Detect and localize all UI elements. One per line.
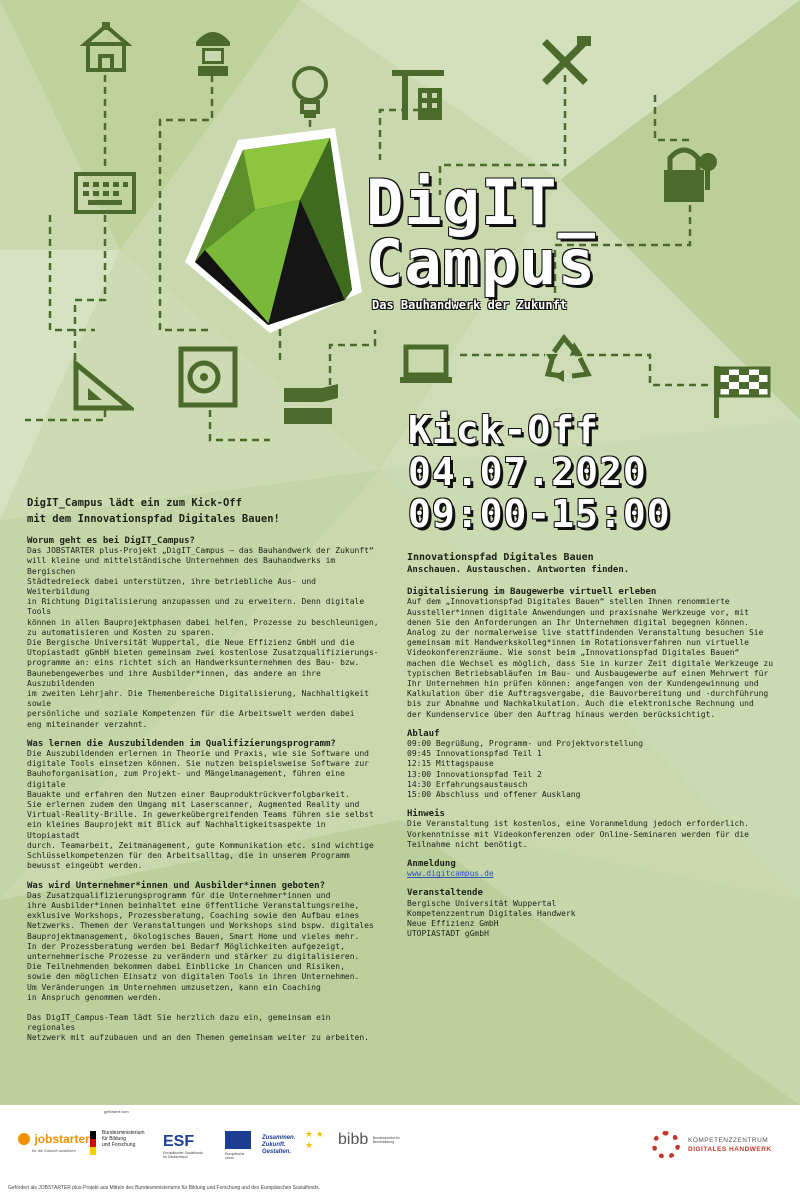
lightbulb-icon xyxy=(288,64,332,120)
virtual-text: Auf dem „Innovationspfad Digitales Bauen“ stellen Ihnen renommierte Aussteller*innen digitale Anwendungen und praxisnahe Werkzeuge vor, mit denen Sie den Anforderungen an Ihr Unternehmen digital begegnen können. Analog zu der normalerweise live stattfindenden Veranstaltung besuchen Sie gemeinsam mit Handwerkskolleg*innen im Rotationsverfahren nun virtuelle Videokonferenzräume. Wie sonst beim „Innovationspfad Digitales Bauen“ machen die Wechsel es möglich, dass Sie in kurzer Zeit digitale Werkzeuge zu typischen Betriebsabläufen im Bau- und Ausbaugewerbe auf einen Mehrwert für Ihr Unternehmen hin prüfen können: angefangen von der Kundengewinnung und Kalkulation über die Auftragsvergabe, die Bauvorbereitung und -durchführung bis zur Abnahme und Nachkalkulation. Auch die elektronische Rechnung und der Kundenservice über den Auftrag hinaus werden berücksichtigt. xyxy=(407,597,774,719)
checkered-flag-icon xyxy=(710,362,772,420)
school-icon xyxy=(80,22,132,76)
q3-heading: Was wird Unternehmer*innen und Ausbilder*innen geboten? xyxy=(27,880,326,891)
worker-icon xyxy=(188,22,238,76)
schedule-list: 09:00 Begrüßung, Programm- und Projektvorstellung 09:45 Innovationspfad Teil 1 12:15 Mittagspause 13:00 Innovationspfad Teil 2 14:30 Erfahrungsaustausch 15:00 Abschluss und offener Ausklang xyxy=(407,739,644,800)
virtual-heading: Digitalisierung im Baugewerbe virtuell erleben xyxy=(407,587,657,598)
laptop-icon xyxy=(398,344,454,386)
closing-text: Das DigIT_Campus-Team lädt Sie herzlich dazu ein, gemeinsam ein regionales Netzwerk mit aufzubauen und an den Themen gemeinsam weiter zu arbeiten. xyxy=(27,1012,369,1043)
veranstaltende-heading: Veranstaltende xyxy=(407,888,483,899)
subtitle: Das Bauhandwerk der Zukunft xyxy=(372,298,568,312)
q3-text: Das Zusatzqualifizierungsprogramm für die Unternehmer*innen und ihre Ausbilder*innen beinhaltet eine öffentliche Veranstaltungsreihe, exklusive Workshops, Prozessberatung, Coaching sowie den Aufbau eines Netzwerks. Themen der Veranstaltungen und Workshops sind bspw. digitales Bauprojektmanagement, ökologisches Bauen, Smart Home und vieles mehr. In der Prozessberatung werden bei Bedarf Möglichkeiten aufgezeigt, unternehmerische Prozesse zu verändern und stärker zu digitalisieren. Die Teilnehmenden bekommen dabei Einblicke in Chancen und Risiken, sowie den möglichen Einsatz von digitalen Tools in ihren Unternehmen. Um Veränderungen im Unternehmen umzusetzen, kann ein Coaching in Anspruch genommen werden. xyxy=(27,890,374,1002)
q1-text: Das JOBSTARTER plus-Projekt „DigIT_Campus – das Bauhandwerk der Zukunft“ will kleine und mittelständische Unternehmen des Bauhandwerks im Bergischen Städtedreieck dabei unterstützen, ihre betriebliche Aus- und Weiterbildung in Richtung Digitalisierung anzupassen und zu erweitern. Denn digitale Tools können in allen Bauprojektphasen dabei helfen, Prozesse zu beschleunigen, zu automatisieren und Kosten zu sparen. Die Bergische Universität Wuppertal, die Neue Effizienz GmbH und die Utopiastadt gGmbH bieten gemeinsam zwei kostenlose Zusatzqualifizierungs- programme an: eins richtet sich an Handwerksunternehmen des Bau- bzw. Baunebengewerbes und ihre Ausbilder*innen, das andere an ihre Auszubildenden im zweiten Lehrjahr. Die Themenbereiche Digitalisierung, Nachhaltigkeit sowie persönliche und soziale Kompetenzen für die Arbeitswelt werden dabei eng miteinander verzahnt. xyxy=(27,546,379,729)
eu-flag-icon xyxy=(225,1131,251,1149)
innovationspfad-tagline: Anschauen. Austauschen. Antworten finden. xyxy=(407,565,630,575)
hinweis-heading: Hinweis xyxy=(407,809,445,820)
footer xyxy=(0,1105,800,1200)
event-date: 04.07.2020 xyxy=(408,450,647,494)
german-flag-icon xyxy=(90,1131,96,1155)
keyboard-icon xyxy=(74,172,136,214)
organizers-list: Bergische Universität Wuppertal Kompetenzzentrum Digitales Handwerk Neue Effizienz GmbH UTOPIASTADT gGmbH xyxy=(407,898,576,939)
kdh-line-1: KOMPETENZZENTRUM xyxy=(688,1137,769,1144)
bibb-logo: bibb Bundesinstitut für Berufsbildung xyxy=(338,1131,400,1148)
ablauf-heading: Ablauf xyxy=(407,728,440,739)
title-line-1: DigIT_ xyxy=(366,166,596,239)
esf-logo: ESF Europäischer Sozialfonds für Deutschland xyxy=(163,1133,203,1159)
anmeldung-heading: Anmeldung xyxy=(407,859,456,870)
q2-text: Die Auszubildenden erlernen in Theorie und Praxis, wie sie Software und digitale Tools einsetzen können. Sie nutzen beispielsweise Software zur Bauhoforganisation, zum Projekt- und Mängelmanagement, führen eine digitale Bauakte und erfahren den Nutzen einer Bauproduktrückverfolgbarkeit. Sie erlernen zudem den Umgang mit Laserscanner, Augmented Reality und Virtual-Reality-Brille. In gewerkeübergreifenden Teams führen sie selbst ein kleines Bauprojekt mit Blick auf Nachhaltigkeitsaspekte in Utopiastadt durch. Teamarbeit, Zeitmanagement, gute Kommunikation etc. sind wichtige Schlüsselkompetenzen für den Arbeitsalltag, die in unserem Programm bewusst eingeübt werden. xyxy=(27,749,374,871)
recycle-icon xyxy=(540,332,596,384)
jobstarter-dot-icon xyxy=(18,1133,30,1145)
lock-key-icon xyxy=(660,140,720,206)
jobstarter-logo: jobstarter für die Zukunft ausbilden xyxy=(18,1130,90,1153)
disk-drive-icon xyxy=(178,346,238,408)
zusammen-slogan: Zusammen. Zukunft. Gestalten. xyxy=(262,1135,296,1155)
registration-link[interactable]: www.digitcampus.de xyxy=(407,869,494,879)
kickoff-label: Kick-Off xyxy=(408,408,600,452)
kdh-line-2: DIGITALES HANDWERK xyxy=(688,1146,772,1153)
eu-stars-icon: ★ ★ ★ xyxy=(305,1129,324,1150)
right-column xyxy=(407,550,787,940)
q2-heading: Was lernen die Auszubildenden im Qualifizierungsprogramm? xyxy=(27,738,336,749)
gem-logo-icon xyxy=(185,128,362,333)
crane-building-icon xyxy=(392,66,444,122)
intro-heading: DigIT_Campus lädt ein zum Kick-Off mit dem Innovationspfad Digitales Bauen! xyxy=(27,497,280,525)
funding-note: Gefördert als JOBSTARTER plus-Projekt aus Mitteln des Bundesministeriums für Bildung und Forschung und des Europäischen Sozialfonds. xyxy=(8,1185,320,1191)
left-column xyxy=(27,495,382,1044)
gefoerdert-label: gefördert vom xyxy=(104,1109,129,1114)
tools-icon xyxy=(537,34,593,90)
innovationspfad-heading: Innovationspfad Digitales Bauen xyxy=(407,552,594,563)
title-line-2: Campus xyxy=(366,226,596,299)
event-time: 09:00-15:00 xyxy=(408,492,671,536)
bmbf-logo: Bundesministerium für Bildung und Forschung xyxy=(102,1130,145,1148)
hinweis-text: Die Veranstaltung ist kostenlos, eine Voranmeldung jedoch erforderlich. Vorkenntnisse mit Videokonferenzen oder Online-Seminaren werden für die Teilnahme nicht benötigt. xyxy=(407,819,749,849)
triangle-ruler-icon xyxy=(72,360,134,412)
q1-heading: Worum geht es bei DigIT_Campus? xyxy=(27,536,195,546)
kompetenzzentrum-logo-icon xyxy=(652,1131,680,1159)
blocks-icon xyxy=(280,382,342,428)
eu-label: Europäische Union xyxy=(225,1152,245,1160)
